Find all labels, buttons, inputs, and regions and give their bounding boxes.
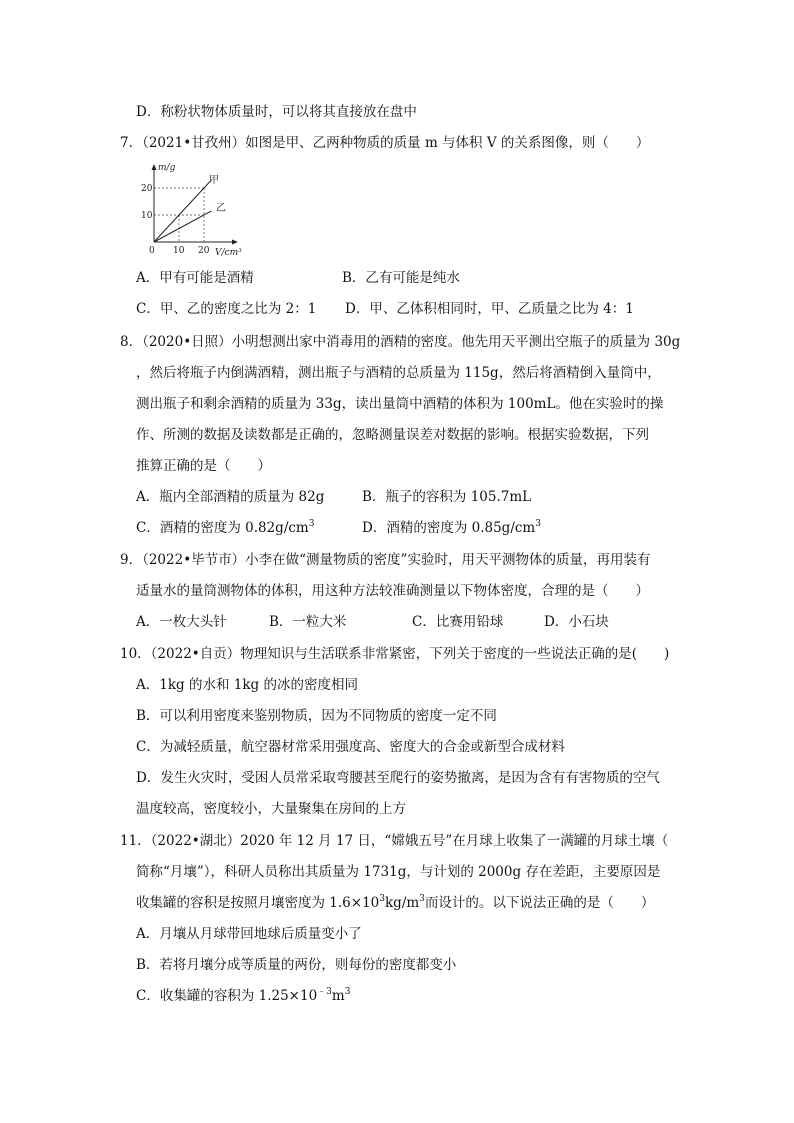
q7-option-a: A．甲有可能是酒精	[136, 270, 254, 286]
q11-line-1: 11．（2022•湖北）2020 年 12 月 17 日，“嫦娥五号”在月球上收集了一满罐的月球土壤（	[120, 833, 669, 849]
origin-label: 0	[149, 246, 155, 256]
q8-option-b: B．瓶子的容积为 105.7mL	[362, 489, 532, 505]
x-axis-label: V/cm³	[215, 248, 242, 258]
q7-option-d: D．甲、乙体积相同时，甲、乙质量之比为 4：1	[345, 301, 634, 317]
y-axis-arrow	[152, 164, 157, 170]
q6-option-d: D．称粉状物体质量时，可以将其直接放在盘中	[136, 104, 417, 120]
q11-option-c: C．收集罐的容积为 $1.25\times 10^{﹣3}m^3$	[136, 987, 351, 1004]
q9-option-b: B．一粒大米	[269, 614, 347, 630]
series-label-yi: 乙	[216, 203, 226, 214]
q11-line-3: 收集罐的容积是按照月壤密度为 $1.6\times 10^3kg/m^3$而设计的。以下说法正确的是（ ）	[136, 894, 655, 911]
y-tick-20: 20	[141, 184, 153, 194]
q11-option-b: B．若将月壤分成等质量的两份，则每份的密度都变小	[136, 957, 457, 973]
series-label-jia: 甲	[209, 175, 219, 186]
q8-line-2: ，然后将瓶子内倒满酒精，测出瓶子与酒精的总质量为 115g，然后将酒精倒入量筒中，	[136, 365, 661, 381]
q8-line-1: 8．（2020•日照）小明想测出家中消毒用的酒精的密度。他先用天平测出空瓶子的质量为 30g	[120, 334, 681, 350]
q10-option-a: A．1kg 的水和 1kg 的冰的密度相同	[136, 677, 358, 693]
q8-line-3: 测出瓶子和剩余酒精的质量为 33g，读出量筒中酒精的体积为 100mL。他在实验时的操	[136, 396, 664, 412]
q9-line-1: 9．（2022•毕节市）小李在做“测量物质的密度”实验时，用天平测物体的质量，再用装有	[120, 552, 651, 568]
q9-line-2: 适量水的量筒测物体的体积，用这种方法较准确测量以下物体密度，合理的是（ ）	[136, 583, 649, 599]
series-line-jia	[154, 180, 212, 242]
q7-option-c: C．甲、乙的密度之比为 2：1	[136, 301, 317, 317]
q8-option-c: C．酒精的密度为 $0.82g/cm^3$	[136, 519, 315, 536]
q10-option-d-line-2: 温度较高，密度较小，大量聚集在房间的上方	[136, 801, 406, 817]
q7-option-b: B．乙有可能是纯水	[342, 270, 460, 286]
x-axis-arrow	[232, 240, 238, 245]
q11-option-a: A．月壤从月球带回地球后质量变小了	[136, 926, 362, 942]
q8-line-4: 作、所测的数据及读数都是正确的，忽略测量误差对数据的影响。根据实验数据，下列	[136, 427, 649, 443]
mass-volume-graph	[136, 160, 266, 260]
y-axis-label: m/g	[158, 163, 176, 173]
q11-line-2: 简称“月壤”），科研人员称出其质量为 1731g，与计划的 2000g 存在差距，主要原因是	[136, 864, 661, 880]
q9-option-d: D．小石块	[544, 614, 609, 630]
q10-option-b: B．可以利用密度来鉴别物质，因为不同物质的密度一定不同	[136, 708, 497, 724]
q8-option-a: A．瓶内全部酒精的质量为 82g	[136, 489, 325, 505]
q10-option-d-line-1: D．发生火灾时，受困人员常采取弯腰甚至爬行的姿势撤离，是因为含有有害物质的空气	[136, 770, 660, 786]
x-tick-10: 10	[173, 246, 185, 256]
series-line-yi	[154, 211, 212, 242]
q7-stem: 7．（2021•甘孜州）如图是甲、乙两种物质的质量 m 与体积 V 的关系图像，则（ ）	[120, 135, 650, 151]
q9-option-c: C．比赛用铅球	[412, 614, 504, 630]
q8-option-d: D．酒精的密度为 $0.85g/cm^3$	[362, 519, 541, 536]
q10-option-c: C．为减轻质量，航空器材常采用强度高、密度大的合金或新型合成材料	[136, 739, 565, 755]
y-tick-10: 10	[141, 211, 153, 221]
q8-line-5: 推算正确的是（ ）	[136, 458, 271, 474]
x-tick-20: 20	[198, 246, 210, 256]
q9-option-a: A．一枚大头针	[136, 614, 227, 630]
q10-stem: 10．（2022•自贡）物理知识与生活联系非常紧密，下列关于密度的一些说法正确的是( )	[120, 646, 670, 662]
